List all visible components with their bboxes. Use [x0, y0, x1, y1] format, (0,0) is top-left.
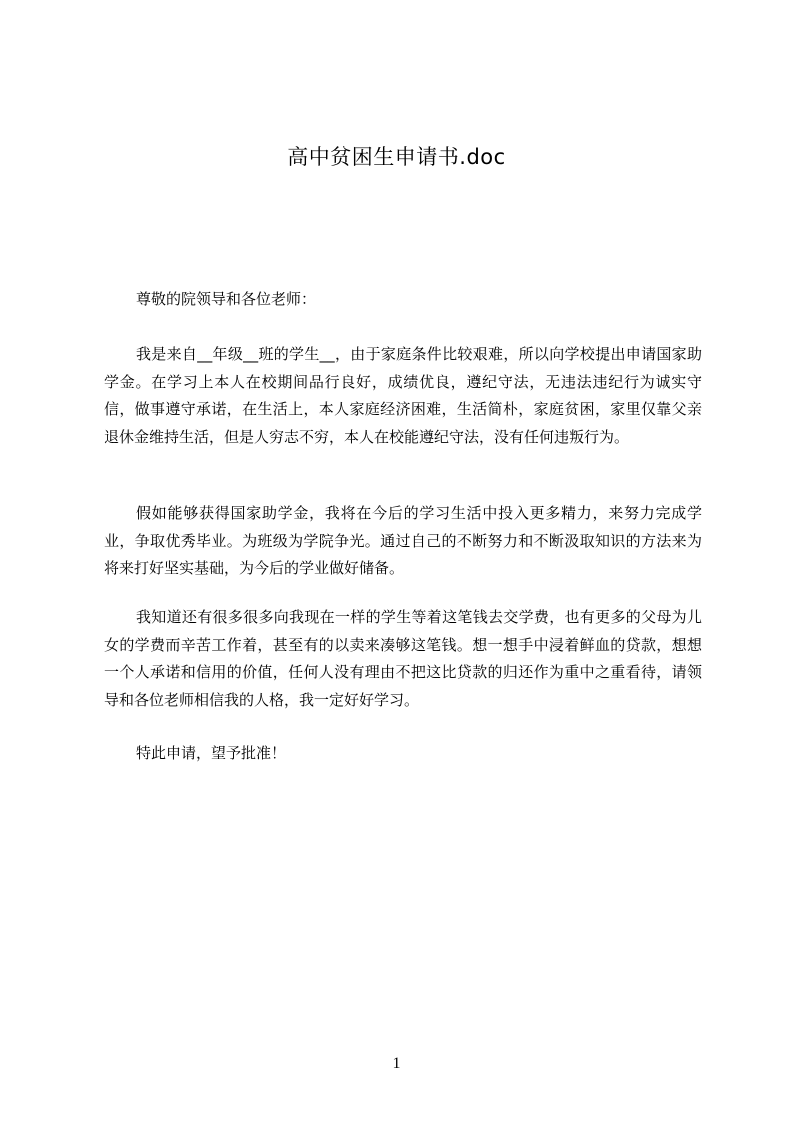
paragraph-1: 我是来自__年级__班的学生__，由于家庭条件比较艰难，所以向学校提出申请国家助学金。在学习上本人在校期间品行良好，成绩优良，遵纪守法，无违法违纪行为诚实守信，做事遵守承诺，在生活上，本人家庭经济困难，生活简朴，家庭贫困，家里仅靠父亲退休金维持生活，但是人穷志不穷，本人在校能遵纪守法，没有任何违叛行为。	[104, 345, 702, 446]
closing-line: 特此申请，望予批准！	[136, 744, 287, 762]
document-title: 高中贫困生申请书.doc	[287, 145, 506, 169]
salutation: 尊敬的院领导和各位老师：	[136, 290, 317, 308]
paragraph-3: 我知道还有很多很多向我现在一样的学生等着这笔钱去交学费，也有更多的父母为儿女的学费而辛苦工作着，甚至有的以卖来凑够这笔钱。想一想手中浸着鲜血的贷款，想想一个人承诺和信用的价值，任何人没有理由不把这比贷款的归还作为重中之重看待，请领导和各位老师相信我的人格，我一定好好学习。	[104, 608, 702, 709]
paragraph-2: 假如能够获得国家助学金，我将在今后的学习生活中投入更多精力，来努力完成学业，争取优秀毕业。为班级为学院争光。通过自己的不断努力和不断汲取知识的方法来为将来打好坚实基础，为今后的学业做好储备。	[104, 504, 702, 577]
page-number: 1	[392, 1055, 401, 1072]
